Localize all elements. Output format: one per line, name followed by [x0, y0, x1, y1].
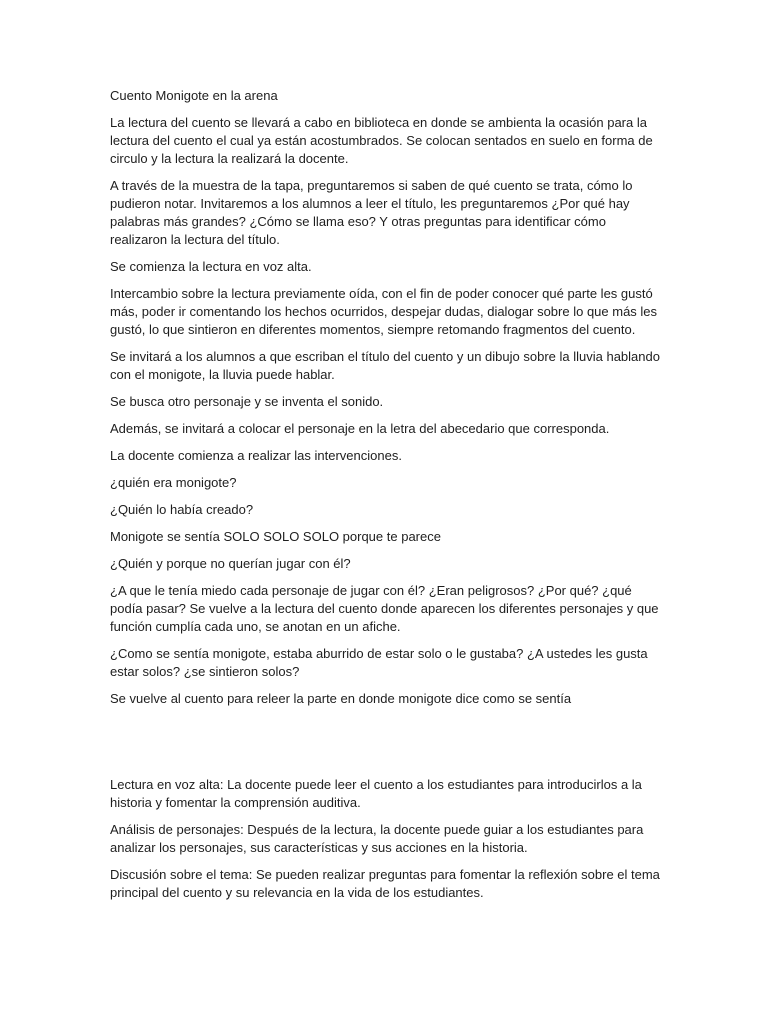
paragraph: ¿Como se sentía monigote, estaba aburrido de estar solo o le gustaba? ¿A ustedes les gusta estar solos? ¿se sintieron solos?: [110, 646, 648, 679]
document-title: Cuento Monigote en la arena: [110, 88, 278, 103]
paragraph: A través de la muestra de la tapa, preguntaremos si saben de qué cuento se trata, cómo lo pudieron notar. Invitaremos a los alumnos a leer el título, les preguntaremos ¿Por qué hay palabras más grandes? ¿Cómo se llama eso? Y otras preguntas para identificar cómo realizaron la lectura del título.: [110, 178, 633, 247]
question-line: Monigote se sentía SOLO SOLO SOLO porque te parece: [110, 529, 441, 544]
paragraph: Se invitará a los alumnos a que escriban el título del cuento y un dibujo sobre la lluvia hablando con el monigote, la lluvia puede hablar.: [110, 349, 660, 382]
question-line: ¿Quién y porque no querían jugar con él?: [110, 556, 351, 571]
paragraph: Se vuelve al cuento para releer la parte en donde monigote dice como se sentía: [110, 691, 572, 706]
paragraph: La docente comienza a realizar las intervenciones.: [110, 448, 402, 463]
question-line: ¿quién era monigote?: [110, 475, 237, 490]
paragraph: La lectura del cuento se llevará a cabo en biblioteca en donde se ambienta la ocasión para la lectura del cuento el cual ya están acostumbrados. Se colocan sentados en suelo en forma de circulo y la lectura la realizará la docente.: [110, 115, 653, 166]
paragraph: Intercambio sobre la lectura previamente oída, con el fin de poder conocer qué parte les gustó más, poder ir comentando los hechos ocurridos, despejar dudas, dialogar sobre lo que más les gustó, lo que sintieron en diferentes momentos, siempre retomando fragmentos del cuento.: [110, 286, 658, 337]
paragraph: Se busca otro personaje y se inventa el sonido.: [110, 394, 384, 409]
paragraph: Se comienza la lectura en voz alta.: [110, 259, 312, 274]
summary-paragraph: Análisis de personajes: Después de la lectura, la docente puede guiar a los estudiantes para analizar los personajes, sus características y sus acciones en la historia.: [110, 822, 644, 855]
paragraph: Además, se invitará a colocar el personaje en la letra del abecedario que corresponda.: [110, 421, 610, 436]
summary-paragraph: Lectura en voz alta: La docente puede leer el cuento a los estudiantes para introducirlos a la historia y fomentar la comprensión auditiva.: [110, 777, 642, 810]
document-page: [110, 87, 662, 911]
question-line: ¿Quién lo había creado?: [110, 502, 254, 517]
paragraph: ¿A que le tenía miedo cada personaje de jugar con él? ¿Eran peligrosos? ¿Por qué? ¿qué podía pasar? Se vuelve a la lectura del cuento donde aparecen los diferentes personajes y que función cumplía cada uno, se anotan en un afiche.: [110, 583, 659, 634]
summary-paragraph: Discusión sobre el tema: Se pueden realizar preguntas para fomentar la reflexión sobre el tema principal del cuento y su relevancia en la vida de los estudiantes.: [110, 867, 660, 900]
blank-space: [110, 717, 662, 776]
